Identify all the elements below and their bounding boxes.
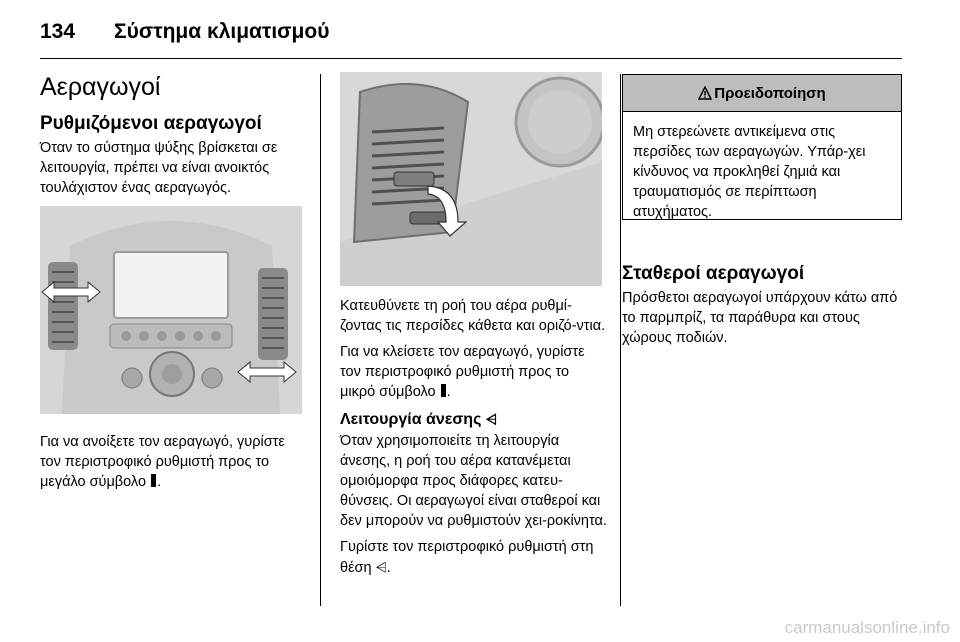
paragraph-comfort-mode: Όταν χρησιμοποιείτε τη λειτουργία άνεσης, η ροή του αέρα κατανέμεται ομοιόμορφα προς διάφορες κατευ-θύνσεις. Οι αεραγωγοί είναι σταθεροί και δεν μπορούν να ρυθμιστούν χει-ροκίνητα.	[340, 433, 607, 529]
diffuse-mode-icon: ⩤	[485, 411, 498, 427]
paragraph-louvres: Κατευθύνετε τη ροή του αέρα ρυθμί-ζοντας τις περσίδες κάθετα και οριζό-ντια.	[340, 298, 606, 334]
warning-icon	[698, 86, 712, 100]
warning-header	[623, 75, 901, 112]
caption-line: τον περιστροφικό ρυθμιστή προς το	[40, 454, 270, 470]
column-divider	[320, 74, 321, 606]
warning-text: Μη στερεώνετε αντικείμενα στις περσίδες των αεραγωγών. Υπάρ-χει κίνδυνος να προκληθεί ζημιά και τραυματισμός σε περίπτωση ατυχήματος.	[633, 124, 866, 220]
side-vent-image	[340, 72, 602, 286]
diffuse-mode-icon: ⩤	[375, 559, 387, 575]
page-number: 134	[40, 20, 76, 43]
intro-paragraph: Όταν το σύστημα ψύξης βρίσκεται σε λειτουργία, πρέπει να είναι ανοικτός τουλάχιστον ένας αεραγωγός.	[40, 140, 278, 196]
section-title: Αεραγωγοί	[40, 73, 161, 101]
comfort-mode-heading: Λειτουργία άνεσης ⩤	[340, 411, 498, 428]
warning-title: Προειδοποίηση	[714, 84, 826, 102]
caption-line: μεγάλο σύμβολο	[40, 474, 147, 490]
subsection-title: Ρυθμιζόμενοι αεραγωγοί	[40, 113, 262, 134]
dashboard-vents-image	[40, 206, 302, 414]
small-symbol-icon	[441, 384, 446, 397]
warning-box	[622, 74, 902, 220]
watermark: carmanualsonline.info	[784, 618, 950, 637]
large-symbol-icon	[151, 474, 156, 487]
chapter-title: Σύστημα κλιματισμού	[114, 20, 330, 43]
header-rule	[40, 58, 902, 59]
caption-paragraph: Για να ανοίξετε τον αεραγωγό, γυρίστε τον περιστροφικό ρυθμιστή προς το μεγάλο σύμβολο .	[40, 434, 285, 490]
column-divider	[620, 74, 621, 606]
fixed-vents-title: Σταθεροί αεραγωγοί	[622, 263, 805, 284]
fixed-vents-section	[622, 262, 904, 354]
paragraph-turn-knob: Γυρίστε τον περιστροφικό ρυθμιστή στη θέση ⩤.	[340, 539, 594, 576]
column-2-text	[340, 296, 608, 584]
fixed-vents-text: Πρόσθετοι αεραγωγοί υπάρχουν κάτω από το παρμπρίζ, τα παράθυρα και στους χώρους ποδιών.	[622, 290, 898, 346]
column-1	[40, 70, 302, 204]
paragraph-close-vent: Για να κλείσετε τον αεραγωγό, γυρίστε τον περιστροφικό ρυθμιστή προς το μικρό σύμβολο .	[340, 344, 585, 400]
caption-line: Για να ανοίξετε τον αεραγωγό, γυρίστε	[40, 434, 285, 450]
